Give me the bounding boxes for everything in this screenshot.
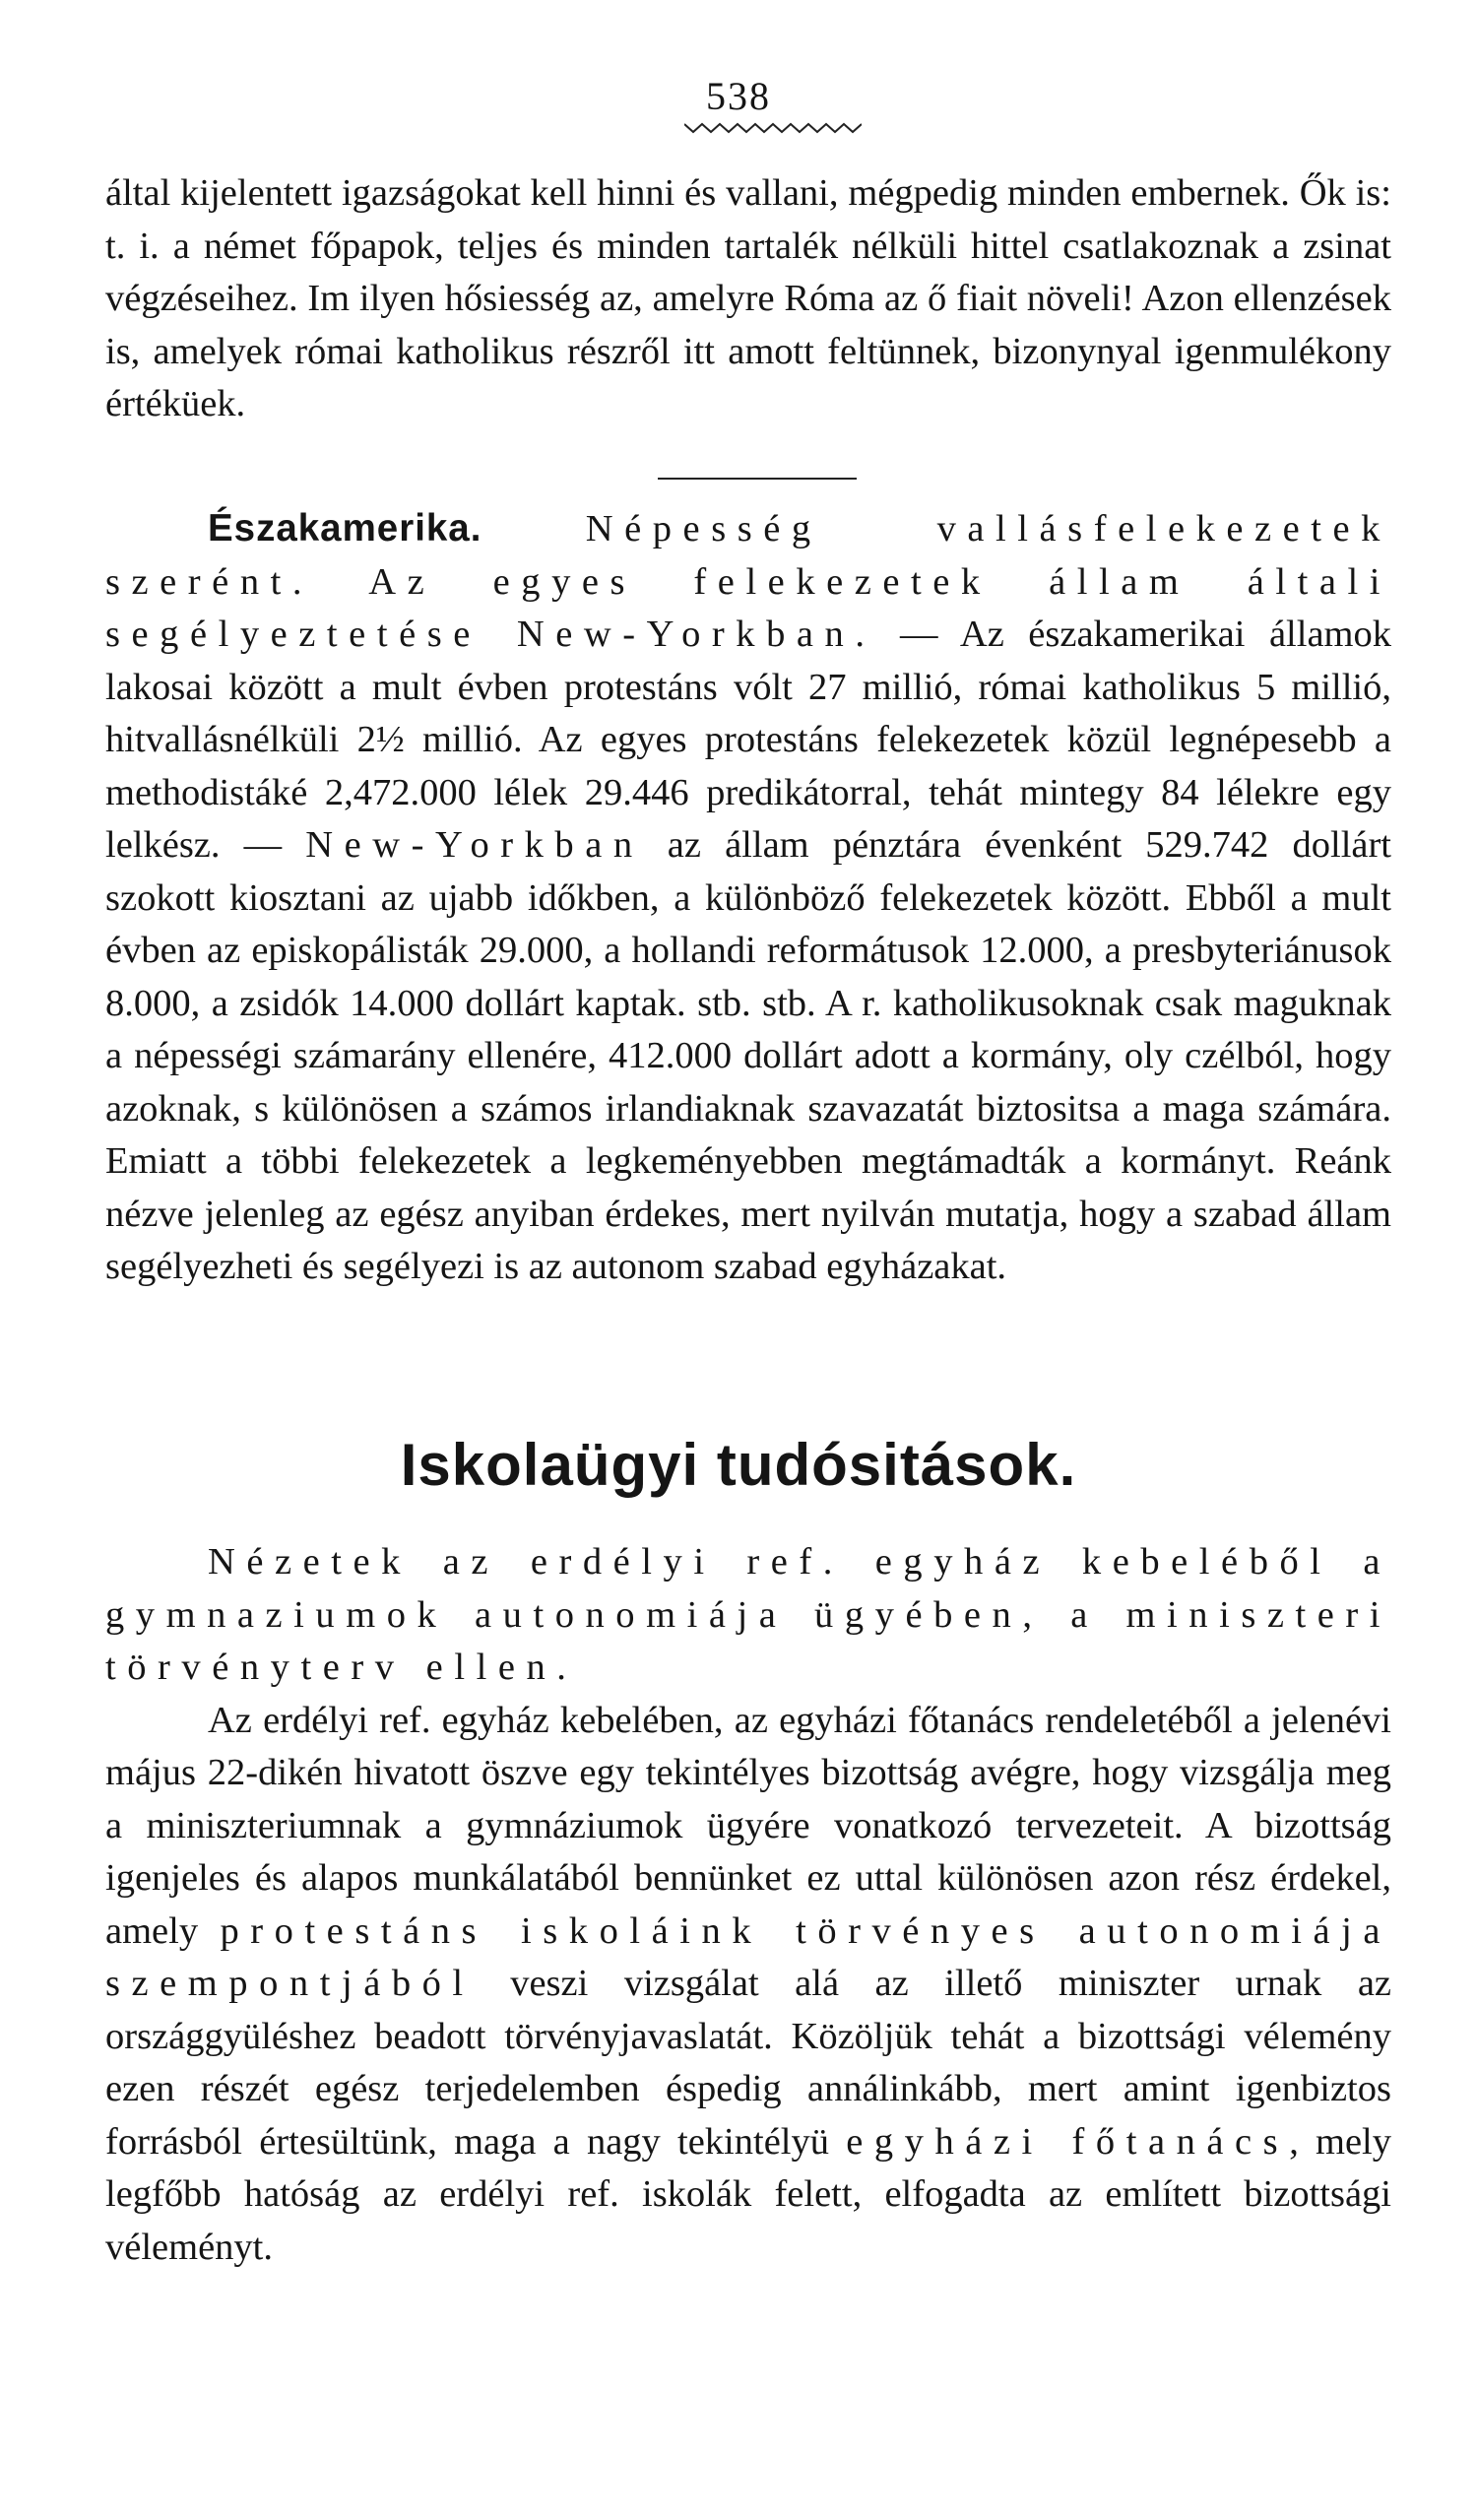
section-separator	[658, 478, 857, 480]
article-heading: Északamerika.	[208, 507, 482, 549]
article-north-america	[105, 502, 1391, 1294]
article-text: veszi vizsgálat alá az illető miniszter urnak az országgyüléshez beadott törvényjavaslatát. Közöljük tehát a bizottsági vélemény ezen részét egész terjedelemben éspedig annálinkább, mert amint igenbiztos forrásból értesültünk, maga a nagy tekintélyü	[105, 1963, 1391, 2163]
article-text: — Az északamerikai államok lakosai között a mult évben protestáns vólt 27 millió, római katholikus 5 millió, hitvallásnélküli 2	[105, 614, 1391, 760]
article-text: , mely legfőbb hatóság az erdélyi ref. iskolák felett, elfogadta az említett bizottsági véleményt.	[105, 2120, 1392, 2268]
section-title: Iskolaügyi tudósitások.	[400, 1432, 1077, 1498]
article-paragraph	[105, 502, 1391, 1294]
article-subtitle: Népesség vallásfelekezetek szerént. Az egyes felekezetek állam általi segélyeztetése New-Yorkban.	[105, 508, 1391, 655]
emphasized-phrase: egyházi főtanács	[846, 2120, 1290, 2163]
article-text: millió. Az egyes protestáns felekezetek közül legnépesebb a methodistáké 2,472.000 lélek 29.446 predikátorral, tehát mintegy 84 lélekre egy lelkész. —	[105, 719, 1391, 866]
article-subtitle: Nézetek az erdélyi ref. egyház kebeléből a gymnaziumok autonomiája ügyében, a miniszteri törvényterv ellen.	[105, 1541, 1391, 1688]
article-text: Az erdélyi ref. egyház kebelében, az egyházi főtanács rendeletéből a jelenévi május 22-dikén hivatott öszve egy tekintélyes bizottság avégre, hogy vizsgálja meg a miniszteriumnak a gymnáziumok ügyére vonatkozó tervezeteit. A bizottság igenjeles és alapos munkálatából bennünket ez uttal különösen azon rész érdekel, amely	[105, 1699, 1391, 1952]
fraction: ½	[375, 719, 405, 760]
paragraph-continuation	[105, 167, 1391, 431]
article-text: az állam pénztára évenként 529.742 dollárt szokott kiosztani az ujabb időkben, a különböző felekezetek között. Ebből a mult évben az episkopálisták 29.000, a hollandi reformátusok 12.000, a presbyteriánusok 8.000, a zsidók 14.000 dollárt kaptak. stb. stb. A r. katholikusoknak csak maguknak a népességi számarány ellenére, 412.000 dollárt adott a kormány, oly czélból, hogy azoknak, s különösen a számos irlandiaknak szavazatát biztositsa a maga számára. Emiatt a többi felekezetek a legkeményebben megtámadták a kormányt. Reánk nézve jelenleg az egész anyiban érdekes, mert nyilván mutatja, hogy a szabad állam segélyezheti és segélyezi is az autonom szabad egyházakat.	[105, 824, 1392, 1287]
paragraph-text: által kijelentett igazságokat kell hinni és vallani, mégpedig minden embernek. Ők is: t. i. a német főpapok, teljes és minden tartalék nélküli hittel csatlakoznak a zsinat végzéseihez. Im ilyen hősiesség az, amelyre Róma az ő fiait növeli! Azon ellenzések is, amelyek római katholikus részről itt amott feltünnek, bizonynyal igenmulékony értéküek.	[105, 172, 1391, 424]
article-school-news	[105, 1536, 1391, 2274]
emphasized-phrase: protestáns iskoláink törvényes autonomiája szempontjából	[105, 1909, 1391, 2004]
page-number: 538	[706, 74, 771, 118]
emphasized-city: New-Yorkban	[305, 824, 644, 866]
article-paragraph	[105, 1695, 1391, 2275]
page-number-ornament	[684, 120, 862, 136]
